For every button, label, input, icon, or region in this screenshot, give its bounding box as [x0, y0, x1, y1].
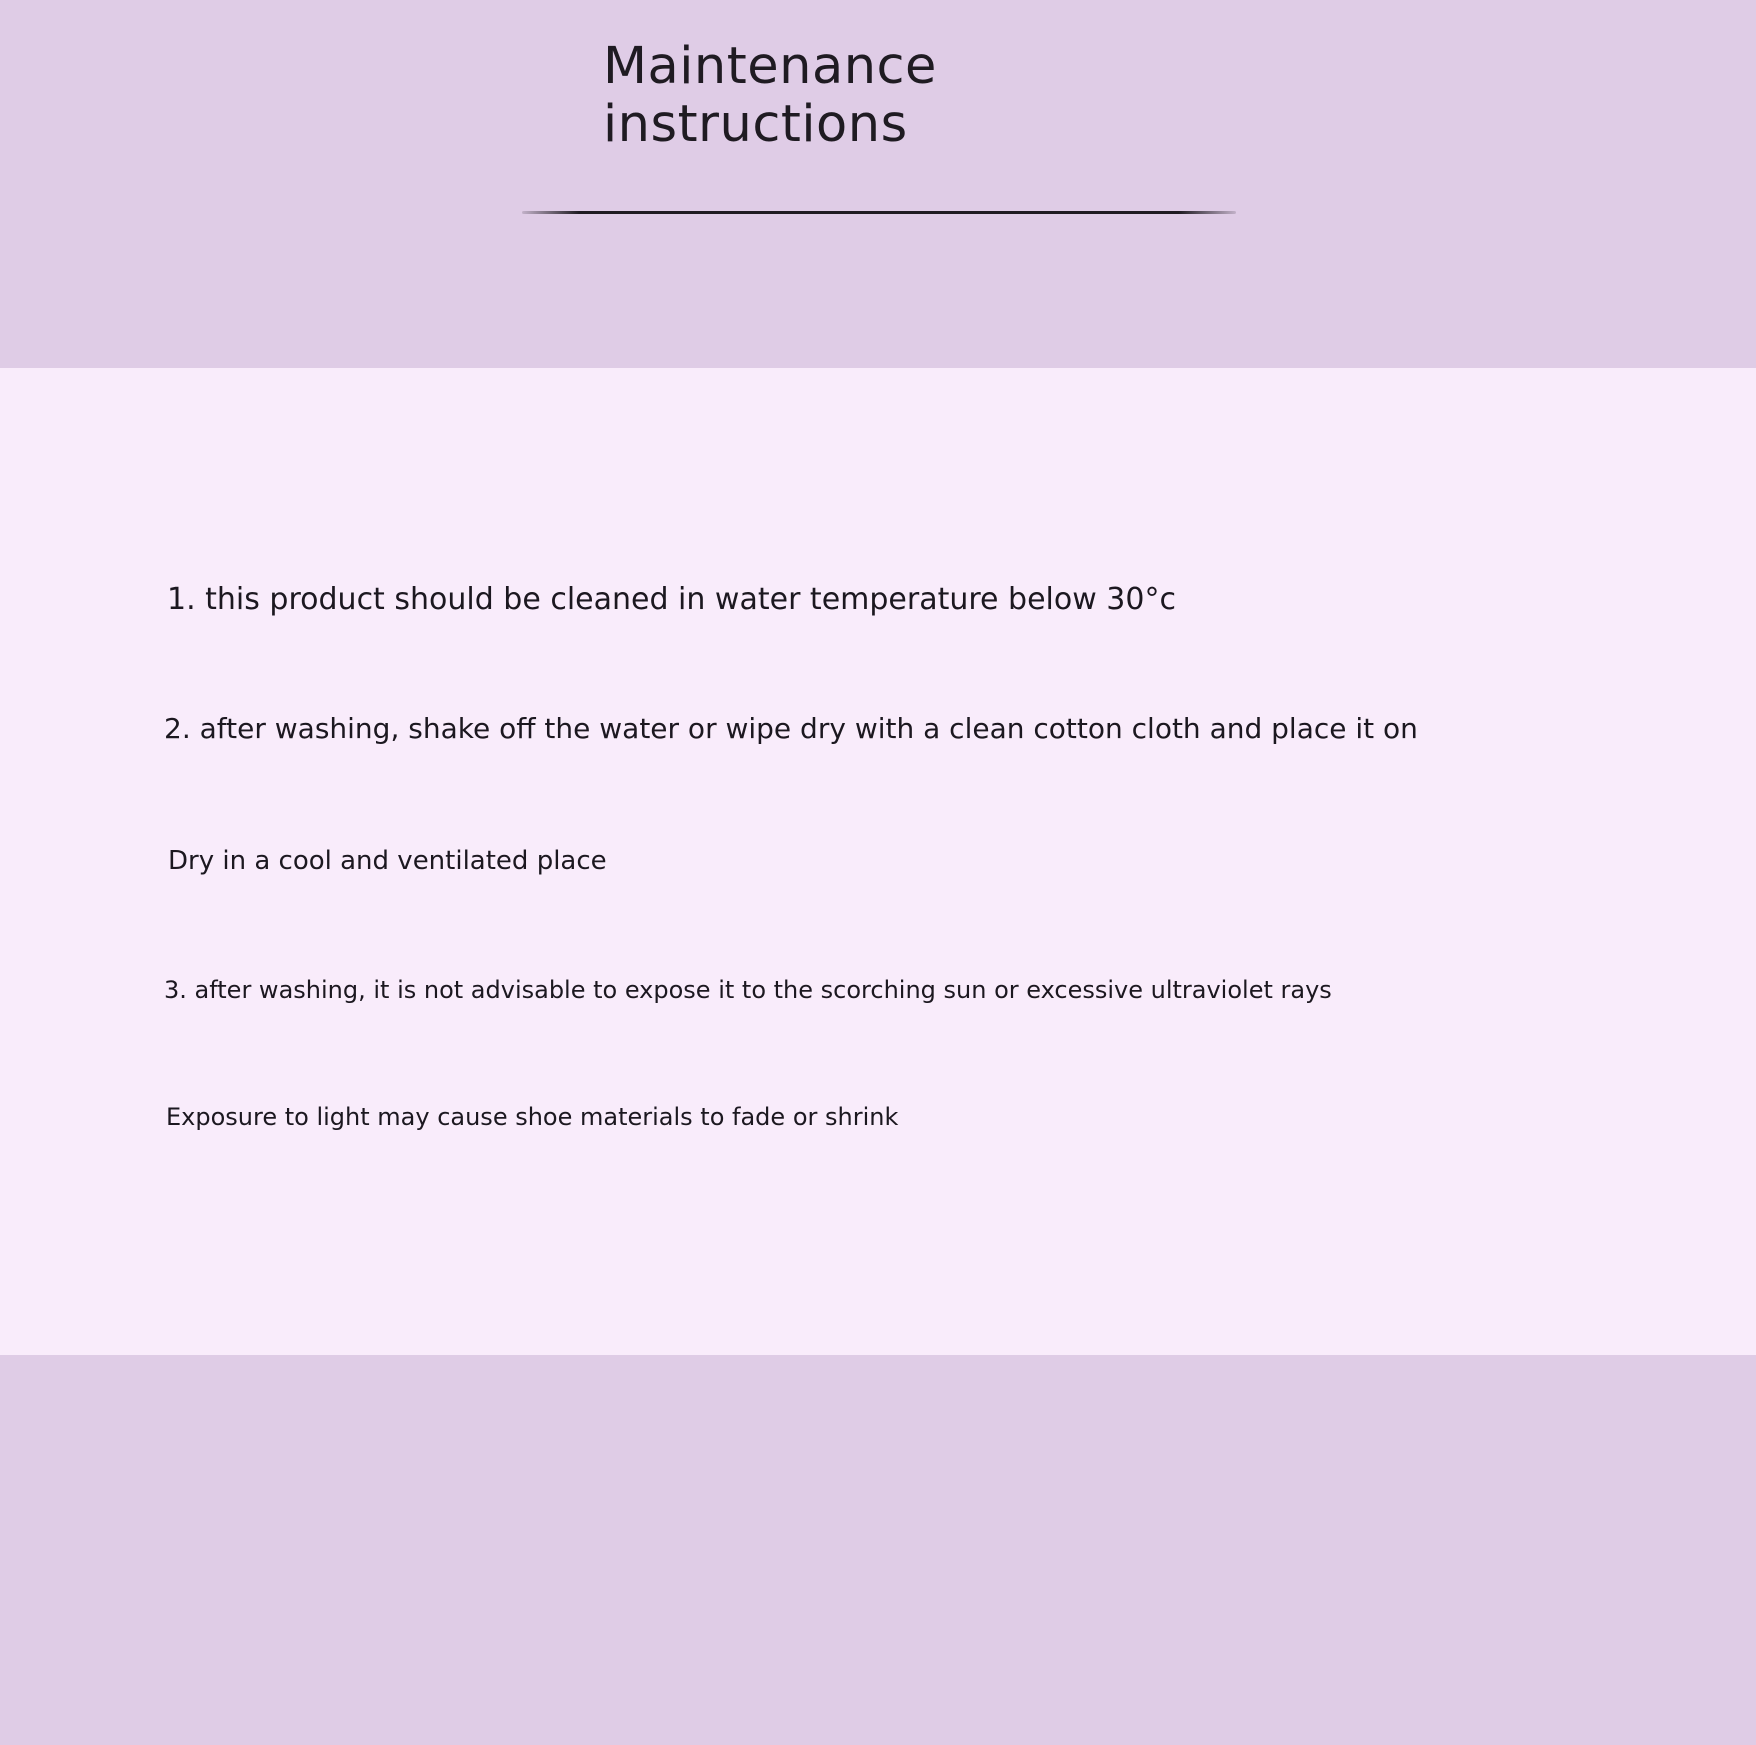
header-band [0, 0, 1756, 368]
instruction-line: 2. after washing, shake off the water or wipe dry with a clean cotton cloth and place it on [164, 712, 1418, 745]
page-title [603, 38, 937, 154]
instruction-line: Dry in a cool and ventilated place [168, 846, 607, 876]
instruction-line: 3. after washing, it is not advisable to expose it to the scorching sun or excessive ultraviolet rays [164, 976, 1332, 1004]
page-title-line-1: Maintenance [603, 37, 937, 96]
instruction-line: Exposure to light may cause shoe materials to fade or shrink [166, 1103, 899, 1131]
page-title-line-2: instructions [603, 95, 908, 154]
instruction-line: 1. this product should be cleaned in water temperature below 30°c [167, 582, 1176, 617]
footer-band [0, 1355, 1756, 1745]
title-divider [522, 211, 1236, 214]
